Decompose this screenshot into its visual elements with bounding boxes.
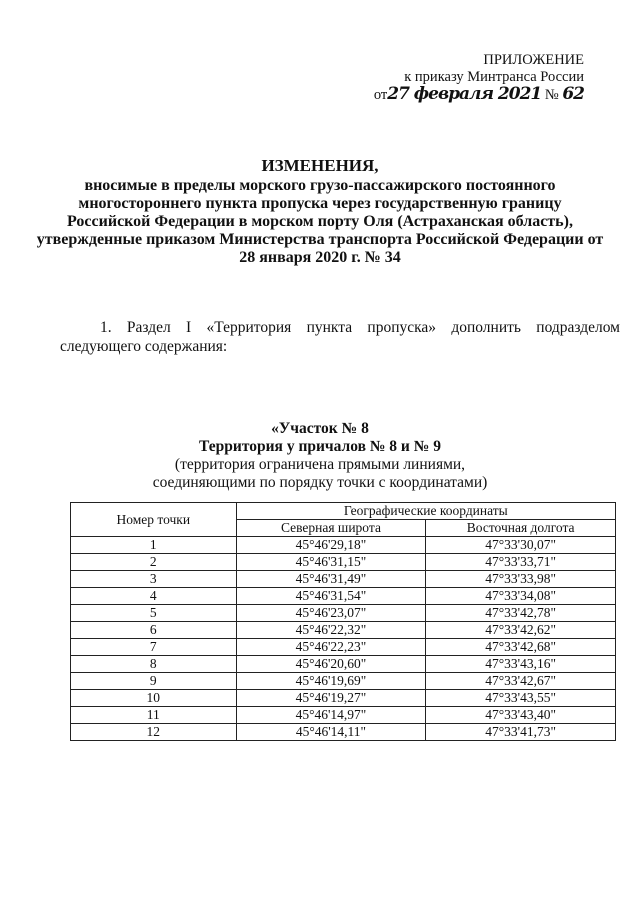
point-number-cell: 9 [71, 673, 237, 690]
latitude-cell: 45°46'19,27" [236, 690, 426, 707]
handwritten-number: 62 [562, 84, 584, 104]
title-line: утвержденные приказом Министерства транспорта Российской Федерации от [36, 231, 604, 248]
table-row [71, 622, 616, 639]
latitude-cell: 45°46'31,15" [236, 554, 426, 571]
point-number-cell: 1 [71, 537, 237, 554]
longitude-cell: 47°33'34,08" [426, 588, 616, 605]
point-number-cell: 4 [71, 588, 237, 605]
header-geo-coordinates: Географические координаты [236, 503, 615, 520]
latitude-cell: 45°46'29,18" [236, 537, 426, 554]
point-number-cell: 6 [71, 622, 237, 639]
longitude-cell: 47°33'43,40" [426, 707, 616, 724]
section-name: «Участок № 8 [271, 420, 369, 437]
date-prefix: от [373, 87, 388, 103]
appendix-order-line: к приказу Минтранса России [404, 69, 584, 85]
document-title [0, 157, 640, 267]
body-paragraph: 1. Раздел I «Территория пункта пропуска» дополнить подразделом следующего содержания: [60, 319, 620, 355]
appendix-date-line [374, 86, 584, 104]
section-note: соединяющими по порядку точки с координатами) [152, 474, 488, 491]
title-line: вносимые в пределы морского грузо-пассажирского постоянного [84, 177, 556, 194]
table-row [71, 571, 616, 588]
point-number-cell: 11 [71, 707, 237, 724]
latitude-cell: 45°46'20,60" [236, 656, 426, 673]
table-body [71, 537, 616, 741]
number-prefix: № [544, 87, 559, 103]
longitude-cell: 47°33'43,55" [426, 690, 616, 707]
point-number-cell: 2 [71, 554, 237, 571]
table-row [71, 724, 616, 741]
longitude-cell: 47°33'43,16" [426, 656, 616, 673]
section-subtitle: Территория у причалов № 8 и № 9 [199, 438, 441, 455]
section-note: (территория ограничена прямыми линиями, [174, 456, 466, 473]
latitude-cell: 45°46'31,49" [236, 571, 426, 588]
longitude-cell: 47°33'33,98" [426, 571, 616, 588]
table-row [71, 707, 616, 724]
longitude-cell: 47°33'42,62" [426, 622, 616, 639]
table-row [71, 690, 616, 707]
longitude-cell: 47°33'30,07" [426, 537, 616, 554]
header-north-latitude: Северная широта [236, 520, 426, 537]
latitude-cell: 45°46'22,23" [236, 639, 426, 656]
table-row [71, 588, 616, 605]
point-number-cell: 8 [71, 656, 237, 673]
handwritten-date: 27 февраля 2021 [387, 84, 542, 104]
latitude-cell: 45°46'14,11" [236, 724, 426, 741]
longitude-cell: 47°33'42,68" [426, 639, 616, 656]
longitude-cell: 47°33'42,78" [426, 605, 616, 622]
longitude-cell: 47°33'42,67" [426, 673, 616, 690]
latitude-cell: 45°46'14,97" [236, 707, 426, 724]
title-line: Российской Федерации в морском порту Оля (Астраханская область), [67, 213, 573, 230]
longitude-cell: 47°33'33,71" [426, 554, 616, 571]
point-number-cell: 3 [71, 571, 237, 588]
title-heading: ИЗМЕНЕНИЯ, [261, 156, 379, 175]
table-row [71, 639, 616, 656]
latitude-cell: 45°46'22,32" [236, 622, 426, 639]
table-row [71, 554, 616, 571]
longitude-cell: 47°33'41,73" [426, 724, 616, 741]
latitude-cell: 45°46'19,69" [236, 673, 426, 690]
latitude-cell: 45°46'23,07" [236, 605, 426, 622]
title-line: 28 января 2020 г. № 34 [239, 249, 401, 266]
point-number-cell: 7 [71, 639, 237, 656]
section-heading [0, 420, 640, 492]
appendix-block [374, 52, 584, 104]
latitude-cell: 45°46'31,54" [236, 588, 426, 605]
title-line: многостороннего пункта пропуска через государственную границу [78, 195, 562, 212]
coordinates-table [70, 502, 616, 741]
table-row [71, 537, 616, 554]
table-row [71, 605, 616, 622]
table-row [71, 673, 616, 690]
point-number-cell: 5 [71, 605, 237, 622]
table-row [71, 656, 616, 673]
header-east-longitude: Восточная долгота [426, 520, 616, 537]
appendix-title: ПРИЛОЖЕНИЕ [483, 52, 584, 68]
point-number-cell: 10 [71, 690, 237, 707]
point-number-cell: 12 [71, 724, 237, 741]
header-point-number: Номер точки [71, 503, 237, 537]
